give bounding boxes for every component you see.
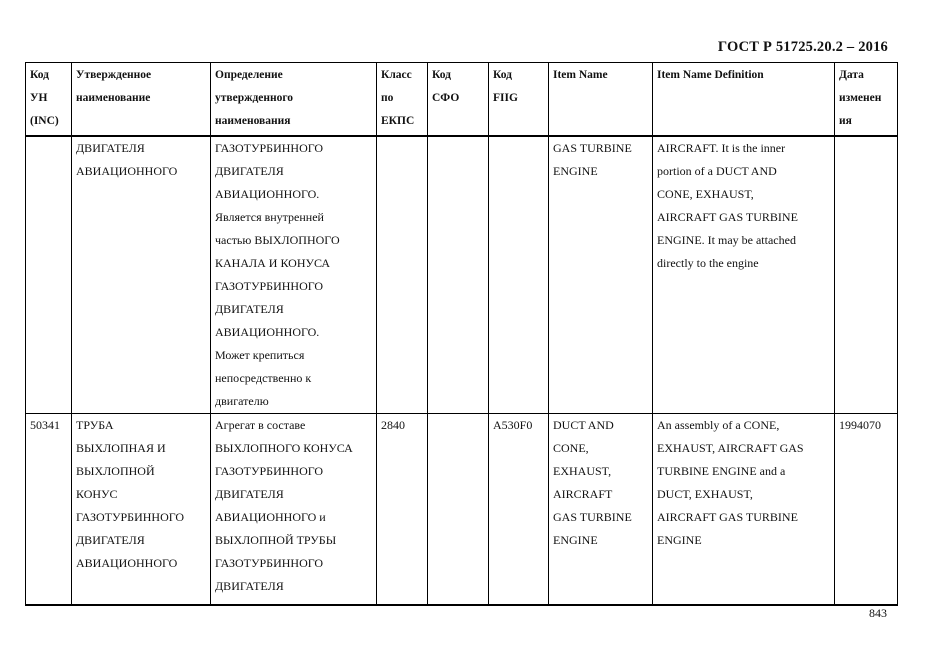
cell-line: directly to the engine	[657, 256, 759, 270]
cell-line: наименование	[76, 92, 151, 104]
column-header-item-name-definition	[653, 63, 835, 137]
cell-line: An assembly of a CONE,	[657, 418, 780, 432]
column-header-approved-name	[72, 63, 211, 137]
cell-change-date: 1994070	[835, 414, 898, 606]
cell-line: ДВИГАТЕЛЯ	[215, 302, 284, 316]
cell-line: двигателю	[215, 394, 269, 408]
cell-line: ДВИГАТЕЛЯ	[76, 533, 145, 547]
cell-line: ДВИГАТЕЛЯ	[215, 164, 284, 178]
cell-line: EXHAUST,	[553, 464, 612, 478]
cell-line: частью ВЫХЛОПНОГО	[215, 233, 340, 247]
cell-line: АВИАЦИОННОГО и	[215, 510, 326, 524]
cell-line: ия	[839, 115, 852, 127]
cell-line: непосредственно к	[215, 371, 312, 385]
table-row	[26, 136, 898, 414]
cell-line: TURBINE ENGINE and a	[657, 464, 786, 478]
cell-line: ГАЗОТУРБИННОГО	[215, 556, 324, 570]
cell-item-name-definition	[653, 414, 835, 606]
cell-item-name	[549, 136, 653, 414]
column-header-definition	[211, 63, 377, 137]
cell-line: Может крепиться	[215, 348, 305, 362]
cell-line: ДВИГАТЕЛЯ	[215, 579, 284, 593]
cell-line: portion of a DUCT AND	[657, 164, 777, 178]
cell-approved-name	[72, 136, 211, 414]
cell-fiig-code	[489, 136, 549, 414]
cell-line: ДВИГАТЕЛЯ	[76, 141, 145, 155]
cell-line: изменен	[839, 92, 882, 104]
cell-line: СФО	[432, 92, 460, 104]
cell-line: ENGINE	[553, 533, 598, 547]
column-header-item-name	[549, 63, 653, 137]
cell-line: Код	[493, 69, 513, 81]
cell-line: АВИАЦИОННОГО.	[215, 325, 320, 339]
cell-line: КОНУС	[76, 487, 118, 501]
cell-line: Код	[432, 69, 452, 81]
cell-line: GAS TURBINE	[553, 141, 632, 155]
cell-line: ВЫХЛОПНОЙ ТРУБЫ	[215, 533, 337, 547]
cell-class: 2840	[377, 414, 428, 606]
cell-line: УН	[30, 92, 48, 104]
cell-line: Дата	[839, 69, 864, 81]
cell-line: AIRCRAFT. It is the inner	[657, 141, 786, 155]
cell-sfo-code	[428, 414, 489, 606]
cell-definition	[211, 414, 377, 606]
cell-sfo-code	[428, 136, 489, 414]
cell-line: ГАЗОТУРБИННОГО	[215, 141, 324, 155]
cell-fiig-code: A530F0	[489, 414, 549, 606]
cell-line: ГАЗОТУРБИННОГО	[215, 464, 324, 478]
cell-line: EXHAUST, AIRCRAFT GAS	[657, 441, 804, 455]
cell-line: AIRCRAFT	[553, 487, 613, 501]
cell-line: АВИАЦИОННОГО.	[215, 187, 320, 201]
cell-line: CONE, EXHAUST,	[657, 187, 754, 201]
cell-line: утвержденного	[215, 92, 294, 104]
cell-line: CONE,	[553, 441, 589, 455]
cell-item-name-definition	[653, 136, 835, 414]
cell-definition	[211, 136, 377, 414]
column-header-class	[377, 63, 428, 137]
cell-line: Класс	[381, 69, 412, 81]
cell-line: Агрегат в составе	[215, 418, 306, 432]
table-row	[26, 414, 898, 606]
cell-line: Утвержденное	[76, 69, 152, 81]
cell-line: ГАЗОТУРБИННОГО	[215, 279, 324, 293]
cell-line: ENGINE	[657, 533, 702, 547]
document-header: ГОСТ Р 51725.20.2 – 2016	[717, 39, 888, 55]
cell-code	[26, 136, 72, 414]
cell-line: АВИАЦИОННОГО	[76, 556, 178, 570]
cell-line: Item Name	[553, 69, 608, 81]
cell-line: DUCT, EXHAUST,	[657, 487, 753, 501]
cell-class	[377, 136, 428, 414]
cell-line: (INC)	[30, 115, 59, 127]
cell-line: AIRCRAFT GAS TURBINE	[657, 210, 798, 224]
cell-line: ВЫХЛОПНОГО КОНУСА	[215, 441, 353, 455]
cell-line: ТРУБА	[76, 418, 114, 432]
cell-line: ВЫХЛОПНАЯ И	[76, 441, 166, 455]
cell-code: 50341	[26, 414, 72, 606]
cell-item-name	[549, 414, 653, 606]
cell-line: ENGINE. It may be attached	[657, 233, 796, 247]
column-header-change-date	[835, 63, 898, 137]
table-header-row	[26, 63, 898, 137]
cell-line: Код	[30, 69, 50, 81]
cell-line: DUCT AND	[553, 418, 614, 432]
cell-line: ДВИГАТЕЛЯ	[215, 487, 284, 501]
data-table	[25, 62, 898, 606]
cell-approved-name	[72, 414, 211, 606]
cell-line: GAS TURBINE	[553, 510, 632, 524]
cell-line: ГАЗОТУРБИННОГО	[76, 510, 185, 524]
page-number: 843	[869, 606, 887, 620]
cell-line: AIRCRAFT GAS TURBINE	[657, 510, 798, 524]
cell-change-date	[835, 136, 898, 414]
cell-line: ВЫХЛОПНОЙ	[76, 464, 155, 478]
cell-line: по	[381, 92, 394, 104]
cell-line: FIIG	[493, 92, 518, 104]
cell-line: ENGINE	[553, 164, 598, 178]
cell-line: Является внутренней	[215, 210, 324, 224]
column-header-fiig-code	[489, 63, 549, 137]
cell-line: КАНАЛА И КОНУСА	[215, 256, 331, 270]
column-header-sfo-code	[428, 63, 489, 137]
column-header-code	[26, 63, 72, 137]
cell-line: наименования	[215, 115, 291, 127]
cell-line: Определение	[215, 69, 283, 81]
cell-line: ЕКПС	[381, 115, 415, 127]
cell-line: АВИАЦИОННОГО	[76, 164, 178, 178]
cell-line: Item Name Definition	[657, 69, 764, 81]
